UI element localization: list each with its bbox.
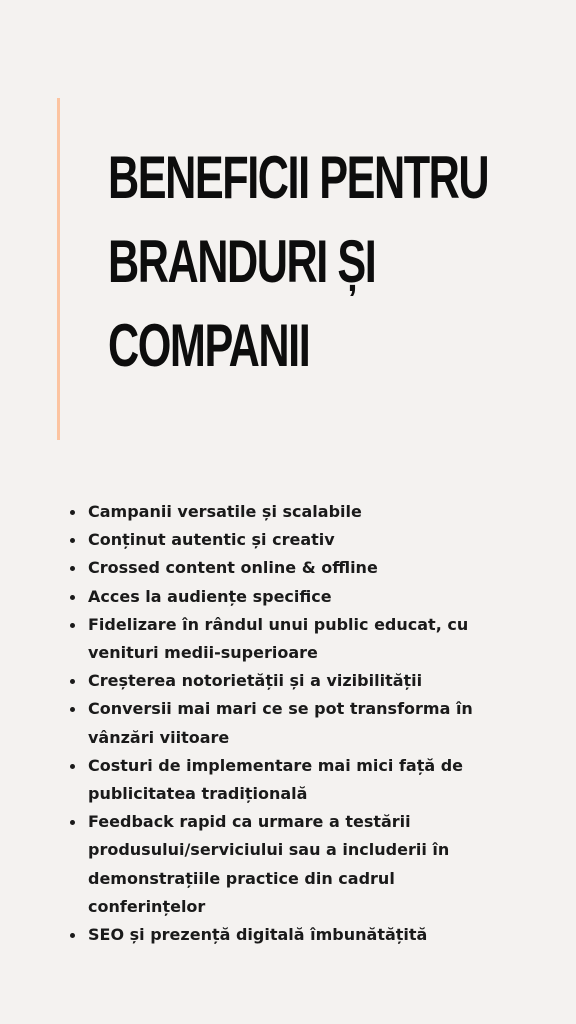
benefit-item bbox=[70, 554, 510, 582]
title-line: BRANDURI ȘI bbox=[108, 228, 376, 295]
title-line: BENEFICII PENTRU bbox=[108, 144, 489, 211]
benefit-text: Conținut autentic și creativ bbox=[88, 530, 335, 550]
benefit-text: Crossed content online & offline bbox=[88, 558, 378, 578]
bullet-icon bbox=[70, 707, 75, 712]
benefit-text: Acces la audiențe specifice bbox=[88, 586, 332, 606]
bullet-icon bbox=[70, 820, 75, 825]
benefit-text: Creșterea notorietății și a vizibilității bbox=[88, 671, 423, 691]
bullet-icon bbox=[70, 623, 75, 628]
benefit-item bbox=[70, 583, 510, 611]
page-title bbox=[108, 136, 548, 388]
benefit-item bbox=[70, 498, 510, 526]
bullet-icon bbox=[70, 538, 75, 543]
bullet-icon bbox=[70, 595, 75, 600]
benefit-text: Conversii mai mari ce se pot transforma în vânzări viitoare bbox=[88, 699, 473, 747]
benefit-item bbox=[70, 808, 510, 921]
benefit-item bbox=[70, 695, 510, 751]
benefit-text: Campanii versatile și scalabile bbox=[88, 502, 362, 521]
bullet-icon bbox=[70, 510, 75, 515]
bullet-icon bbox=[70, 566, 75, 571]
benefit-item bbox=[70, 611, 510, 667]
benefit-text: Fidelizare în rândul unui public educat, cu venituri medii-superioare bbox=[88, 614, 469, 663]
title-line: COMPANII bbox=[108, 312, 310, 379]
bullet-icon bbox=[70, 679, 75, 684]
benefit-text: SEO și prezență digitală îmbunătățită bbox=[88, 925, 428, 945]
bullet-icon bbox=[70, 764, 75, 769]
benefit-item bbox=[70, 526, 510, 554]
benefit-text: Feedback rapid ca urmare a testării produsului/serviciului sau a includerii în demonstrațiile practice din cadrul conferințelor bbox=[88, 812, 450, 916]
benefit-item bbox=[70, 667, 510, 695]
accent-bar bbox=[57, 98, 60, 440]
benefit-item bbox=[70, 752, 510, 808]
benefit-item bbox=[70, 921, 510, 949]
benefit-text: Costuri de implementare mai mici față de publicitatea tradițională bbox=[88, 755, 464, 804]
bullet-icon bbox=[70, 933, 75, 938]
benefits-list bbox=[70, 498, 510, 949]
